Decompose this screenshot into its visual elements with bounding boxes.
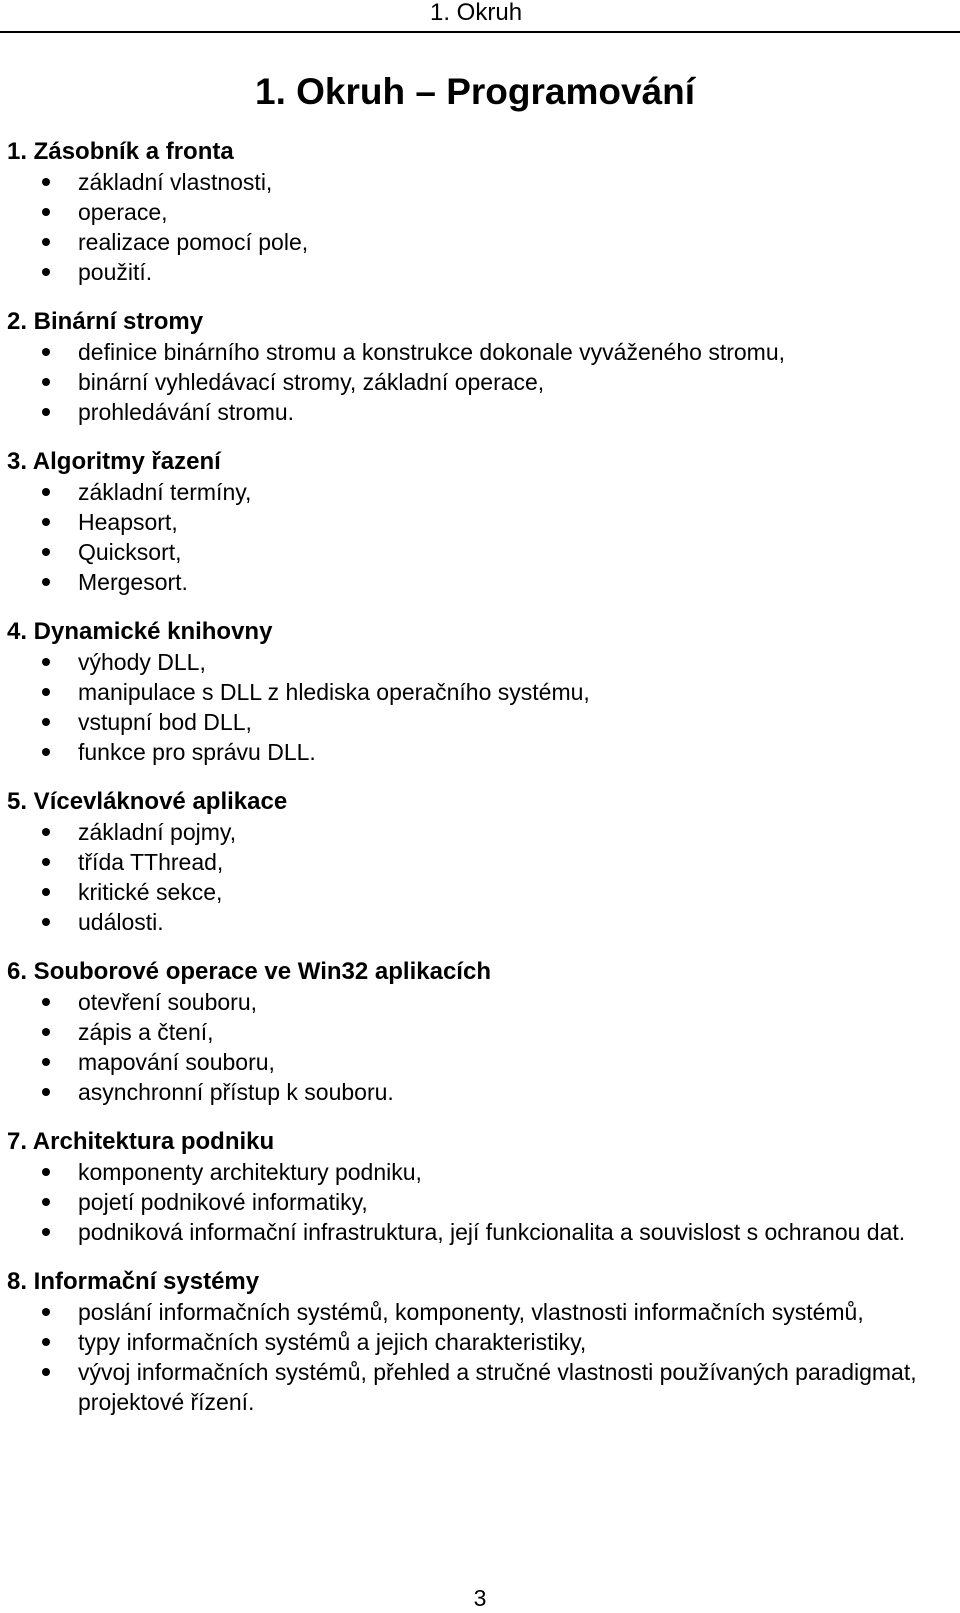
list-item-text: Heapsort, — [78, 509, 178, 535]
bullet-icon — [42, 348, 50, 356]
list-item — [7, 1077, 952, 1107]
bullet-list — [7, 337, 952, 427]
list-item-text: prohledávání stromu. — [78, 399, 295, 425]
list-item — [7, 1157, 952, 1187]
list-item — [7, 507, 952, 537]
list-item-text: mapování souboru, — [78, 1049, 275, 1075]
list-item — [7, 257, 952, 287]
bullet-icon — [42, 858, 50, 866]
bullet-icon — [42, 998, 50, 1006]
list-item-text: základní vlastnosti, — [78, 169, 273, 195]
list-item — [7, 567, 952, 597]
bullet-icon — [42, 378, 50, 386]
topic-section — [7, 1126, 952, 1247]
list-item — [7, 397, 952, 427]
topic-section — [7, 786, 952, 937]
header-rule — [0, 31, 960, 33]
list-item-text: kritické sekce, — [78, 879, 223, 905]
bullet-icon — [42, 1338, 50, 1346]
list-item-text: asynchronní přístup k souboru. — [78, 1079, 394, 1105]
list-item — [7, 677, 952, 707]
bullet-icon — [42, 888, 50, 896]
list-item — [7, 1357, 952, 1417]
list-item-text: základní pojmy, — [78, 819, 237, 845]
bullet-icon — [42, 238, 50, 246]
bullet-icon — [42, 178, 50, 186]
list-item — [7, 1217, 952, 1247]
list-item-text: pojetí podnikové informatiky, — [78, 1189, 368, 1215]
topic-section — [7, 136, 952, 287]
list-item-text: operace, — [78, 199, 168, 225]
list-item — [7, 817, 952, 847]
bullet-list — [7, 1297, 952, 1417]
bullet-icon — [42, 748, 50, 756]
section-heading: 7. Architektura podniku — [7, 1128, 275, 1155]
running-header: 1. Okruh — [430, 0, 523, 26]
list-item — [7, 737, 952, 767]
bullet-icon — [42, 658, 50, 666]
section-heading: 8. Informační systémy — [7, 1268, 260, 1295]
list-item — [7, 367, 952, 397]
list-item-text: třída TThread, — [78, 849, 224, 875]
bullet-icon — [42, 578, 50, 586]
bullet-list — [7, 477, 952, 597]
bullet-icon — [42, 268, 50, 276]
section-heading: 2. Binární stromy — [7, 308, 204, 335]
bullet-list — [7, 817, 952, 937]
section-heading: 1. Zásobník a fronta — [7, 138, 234, 165]
list-item — [7, 537, 952, 567]
section-heading: 6. Souborové operace ve Win32 aplikacích — [7, 958, 491, 985]
topic-section — [7, 616, 952, 767]
page-title: 1. Okruh – Programování — [255, 71, 696, 112]
list-item-text: vstupní bod DLL, — [78, 709, 252, 735]
bullet-icon — [42, 918, 50, 926]
page-number: 3 — [473, 1585, 487, 1611]
section-heading: 4. Dynamické knihovny — [7, 618, 273, 645]
bullet-icon — [42, 1228, 50, 1236]
list-item-text: binární vyhledávací stromy, základní operace, — [78, 369, 545, 395]
bullet-icon — [42, 1058, 50, 1066]
list-item — [7, 647, 952, 677]
list-item-text: podniková informační infrastruktura, její funkcionalita a souvislost s ochranou dat. — [78, 1219, 906, 1245]
topic-section — [7, 306, 952, 427]
list-item-text: poslání informačních systémů, komponenty, vlastnosti informačních systémů, — [78, 1299, 864, 1325]
bullet-icon — [42, 1168, 50, 1176]
list-item-text: zápis a čtení, — [78, 1019, 214, 1045]
list-item — [7, 477, 952, 507]
bullet-icon — [42, 688, 50, 696]
list-item-text: manipulace s DLL z hlediska operačního systému, — [78, 679, 590, 705]
list-item-text: realizace pomocí pole, — [78, 229, 309, 255]
bullet-list — [7, 1157, 952, 1247]
bullet-icon — [42, 548, 50, 556]
list-item — [7, 877, 952, 907]
list-item — [7, 1017, 952, 1047]
list-item — [7, 337, 952, 367]
section-heading: 5. Vícevláknové aplikace — [7, 788, 288, 815]
topic-sections — [7, 136, 952, 1436]
topic-section — [7, 956, 952, 1107]
bullet-icon — [42, 1088, 50, 1096]
list-item — [7, 1297, 952, 1327]
list-item — [7, 1327, 952, 1357]
bullet-icon — [42, 408, 50, 416]
bullet-list — [7, 647, 952, 767]
list-item-text: Quicksort, — [78, 539, 182, 565]
bullet-icon — [42, 488, 50, 496]
list-item-text: Mergesort. — [78, 569, 188, 595]
list-item — [7, 197, 952, 227]
bullet-icon — [42, 518, 50, 526]
bullet-icon — [42, 1028, 50, 1036]
list-item — [7, 707, 952, 737]
list-item-text: základní termíny, — [78, 479, 252, 505]
list-item — [7, 847, 952, 877]
list-item-text: funkce pro správu DLL. — [78, 739, 316, 765]
list-item — [7, 1047, 952, 1077]
topic-section — [7, 446, 952, 597]
list-item-text: komponenty architektury podniku, — [78, 1159, 422, 1185]
bullet-icon — [42, 828, 50, 836]
list-item — [7, 167, 952, 197]
bullet-icon — [42, 1368, 50, 1376]
list-item — [7, 227, 952, 257]
list-item-text: otevření souboru, — [78, 989, 258, 1015]
list-item — [7, 1187, 952, 1217]
list-item-text: výhody DLL, — [78, 649, 206, 675]
bullet-list — [7, 987, 952, 1107]
topic-section — [7, 1266, 952, 1417]
bullet-icon — [42, 1198, 50, 1206]
bullet-icon — [42, 718, 50, 726]
bullet-list — [7, 167, 952, 287]
bullet-icon — [42, 208, 50, 216]
list-item-text: události. — [78, 909, 164, 935]
list-item — [7, 987, 952, 1017]
bullet-icon — [42, 1308, 50, 1316]
list-item-text: použití. — [78, 259, 153, 285]
list-item — [7, 907, 952, 937]
section-heading: 3. Algoritmy řazení — [7, 448, 221, 475]
list-item-text: definice binárního stromu a konstrukce dokonale vyváženého stromu, — [78, 339, 786, 365]
list-item-text: vývoj informačních systémů, přehled a stručné vlastnosti používaných paradigmat, projektové řízení. — [78, 1359, 917, 1415]
list-item-text: typy informačních systémů a jejich charakteristiky, — [78, 1329, 587, 1355]
